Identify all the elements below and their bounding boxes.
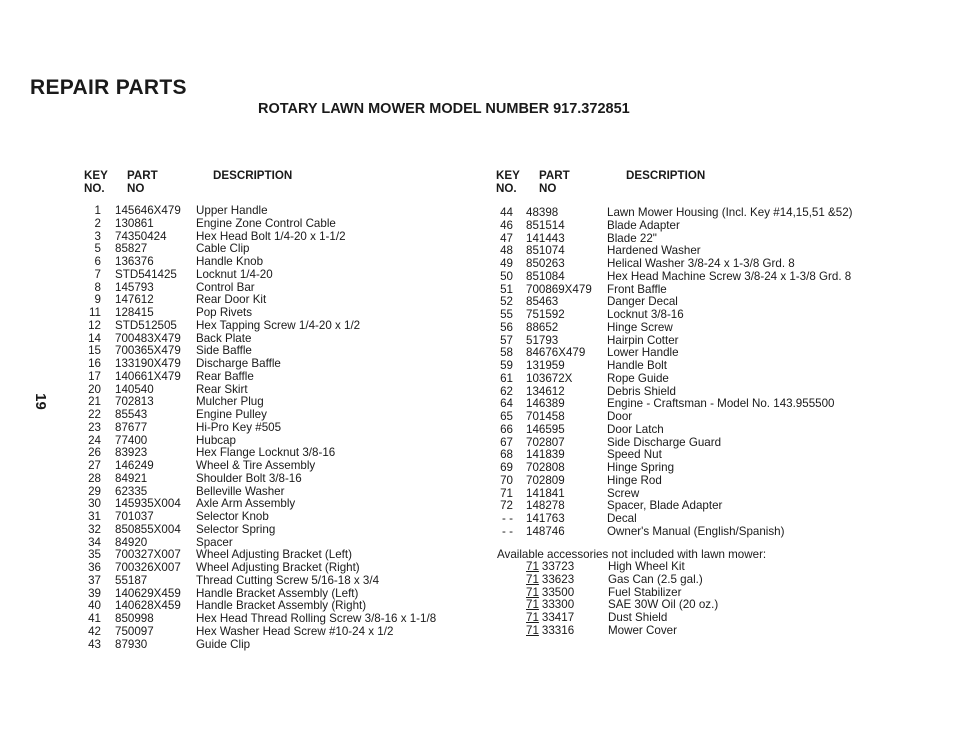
key-number: 1 [94,204,101,217]
key-number: 5 [94,242,101,256]
part-number: 700327X007 [115,548,181,562]
parts-row [84,561,544,574]
part-description: Hardened Washer [607,244,701,258]
key-number: 58 [500,346,513,360]
part-number: 83923 [115,446,148,460]
right-description-header: DESCRIPTION [626,169,706,182]
part-description: Rear Door Kit [196,293,267,307]
parts-row [496,219,954,232]
parts-row [496,410,954,423]
parts-row [496,257,954,270]
parts-row [496,461,954,474]
accessory-prefix: 71 [526,611,539,625]
part-number: 134612 [526,384,565,398]
accessory-prefix: 71 [526,624,539,637]
part-description: Hinge Rod [607,473,662,487]
part-number: 146595 [526,422,565,436]
part-number: 148746 [526,524,565,538]
parts-row [84,217,544,230]
key-number: 23 [88,420,101,434]
key-number: 29 [88,484,101,498]
parts-row [84,434,544,447]
part-number: 85827 [115,242,148,256]
parts-row [496,448,954,461]
part-description: Side Baffle [196,344,252,358]
parts-row [84,230,544,243]
part-description: Back Plate [196,331,252,345]
part-description: Screw [607,486,640,500]
key-number: 3 [94,229,101,243]
accessory-part-number [526,624,574,637]
part-number: 62335 [115,484,148,498]
key-number: 22 [88,408,101,421]
parts-row [496,206,954,219]
key-number: 56 [500,320,513,334]
accessory-row [526,598,926,611]
key-number: 44 [500,206,513,219]
parts-row [496,525,954,538]
part-number: 148278 [526,499,565,513]
key-number: 69 [500,461,513,474]
accessory-part-number [526,598,574,611]
part-number: 141841 [526,486,565,500]
key-number: 27 [88,459,101,472]
part-description: Lower Handle [607,346,679,360]
key-number: 11 [88,306,101,319]
key-number: 62 [500,384,513,398]
part-number: 141443 [526,231,565,245]
accessory-description: Fuel Stabilizer [608,585,682,599]
part-description: Blade 22" [607,231,657,245]
part-description: Wheel Adjusting Bracket (Right) [196,561,360,574]
accessory-part-number [526,560,574,573]
parts-row [84,574,544,587]
part-description: Hex Head Machine Screw 3/8-24 x 1-3/8 Grd. 8 [607,269,852,283]
parts-row [84,599,544,612]
part-description: Locknut 3/8-16 [607,308,684,321]
key-number: 48 [500,244,513,258]
key-number: 6 [94,255,101,268]
part-number: 140540 [115,382,154,396]
part-number: 145793 [115,280,154,294]
left-key-header: KEY NO. [84,169,108,195]
parts-row [84,459,544,472]
part-description: Selector Spring [196,522,276,536]
part-number: 48398 [526,206,559,219]
parts-row [84,485,544,498]
part-number: 146389 [526,397,565,411]
accessory-number: 33623 [541,572,575,586]
key-number: 42 [88,624,101,638]
key-number: 61 [500,371,513,385]
parts-row [84,242,544,258]
part-description: Hi-Pro Key #505 [196,420,282,434]
key-number: 28 [88,471,101,485]
key-number: 35 [88,548,101,562]
page-subtitle: ROTARY LAWN MOWER MODEL NUMBER 917.372851 [258,101,630,117]
part-description: Decal [607,512,637,525]
parts-row [84,523,544,536]
part-description: Engine Pulley [196,408,267,421]
part-description: Door [607,410,633,423]
part-description: Hex Washer Head Screw #10-24 x 1/2 [196,624,394,638]
parts-row [84,446,544,462]
key-number: 24 [88,433,101,447]
part-number: 851514 [526,218,565,232]
parts-row [496,372,954,385]
parts-row [496,283,954,296]
key-number: 65 [500,410,513,423]
right-part-header: PART NO [539,169,570,195]
part-description: Hex Tapping Screw 1/4-20 x 1/2 [196,318,361,332]
page-number: 19 [31,393,49,410]
parts-row [84,255,544,268]
part-description: Locknut 1/4-20 [196,267,273,281]
part-number: 751592 [526,308,565,321]
part-number: 145646X479 [115,204,181,217]
key-number: 59 [500,359,513,372]
parts-row [84,344,544,360]
part-number: 701037 [115,510,154,523]
part-description: Engine - Craftsman - Model No. 143.955500 [607,397,835,411]
accessory-description: SAE 30W Oil (20 oz.) [608,598,719,612]
key-number: 72 [500,499,513,513]
parts-row [496,295,954,308]
parts-row [496,308,954,321]
parts-row [84,281,544,294]
parts-row [496,499,954,512]
part-description: Side Discharge Guard [607,435,722,449]
part-description: Pop Rivets [196,306,253,319]
part-number: 702807 [526,435,565,449]
parts-row [84,408,544,421]
part-description: Selector Knob [196,510,269,523]
parts-row [496,512,954,525]
accessory-number: 33316 [541,624,575,637]
part-number: 702813 [115,395,154,409]
accessory-prefix: 71 [526,560,539,573]
part-number: 88652 [526,320,559,334]
key-number: 46 [500,218,513,232]
part-description: Control Bar [196,280,255,294]
accessory-prefix: 71 [526,598,539,612]
part-number: 702808 [526,461,565,474]
key-number: 14 [88,331,101,345]
part-number: 850263 [526,257,565,270]
parts-row [496,270,954,283]
part-description: Rope Guide [607,371,669,385]
parts-row [84,370,544,383]
part-number: 133190X479 [115,357,181,370]
parts-row [496,423,954,436]
part-description: Handle Bolt [607,359,667,372]
parts-row [84,510,544,523]
part-number: STD512505 [115,318,177,332]
part-number: 851074 [526,244,565,258]
accessory-part-number [526,586,574,599]
parts-row [496,436,954,449]
parts-row [496,346,954,359]
part-description: Spacer, Blade Adapter [607,499,723,513]
part-description: Mulcher Plug [196,395,264,409]
accessory-description: Mower Cover [608,624,677,637]
part-description: Blade Adapter [607,218,680,232]
part-description: Rear Baffle [196,369,254,383]
part-number: 147612 [115,293,154,307]
part-number: 700365X479 [115,344,181,358]
part-number: 141763 [526,512,565,525]
part-description: Wheel Adjusting Bracket (Left) [196,548,352,562]
left-description-header: DESCRIPTION [213,169,293,182]
parts-row [84,204,544,217]
part-number: 140661X479 [115,369,181,383]
part-number: 128415 [115,306,154,319]
part-description: Hex Head Thread Rolling Screw 3/8-16 x 1-1/8 [196,612,437,625]
key-number: 52 [500,295,513,309]
parts-row [84,612,544,625]
key-number: 49 [500,257,513,270]
accessory-description: Dust Shield [608,611,668,625]
part-description: Axle Arm Assembly [196,497,296,511]
key-number: 20 [88,382,101,396]
part-description: Shoulder Bolt 3/8-16 [196,471,302,485]
part-number: 140628X459 [115,599,181,613]
part-description: Cable Clip [196,242,250,256]
key-number: 50 [500,269,513,283]
part-number: 700326X007 [115,561,181,574]
part-description: Hinge Spring [607,461,675,474]
key-number: 17 [88,369,101,383]
part-description: Owner's Manual (English/Spanish) [607,524,785,538]
part-number: 74350424 [115,229,167,243]
parts-row [496,487,954,500]
key-number: 15 [88,344,101,358]
part-description: Wheel & Tire Assembly [196,459,316,472]
key-number: 43 [88,637,101,651]
part-description: Discharge Baffle [196,357,281,370]
part-description: Hinge Screw [607,320,673,334]
left-part-header: PART NO [127,169,158,195]
part-number: 84921 [115,471,148,485]
key-number: 12 [88,318,101,332]
key-number: 55 [500,308,513,321]
parts-row [84,472,544,485]
accessory-description: High Wheel Kit [608,560,685,573]
key-number: 66 [500,422,513,436]
parts-row [496,359,954,372]
parts-row [84,548,544,561]
accessory-number: 33300 [541,598,575,612]
part-number: 84920 [115,535,148,549]
accessory-description: Gas Can (2.5 gal.) [608,572,703,586]
part-description: Hairpin Cotter [607,333,679,347]
parts-row [84,383,544,396]
key-number: 47 [500,231,513,245]
key-number: 7 [94,267,101,281]
key-number: 9 [94,293,101,307]
part-description: Handle Knob [196,255,264,268]
part-description: Handle Bracket Assembly (Right) [196,599,367,613]
key-number: 37 [88,573,101,587]
part-description: Debris Shield [607,384,676,398]
part-description: Helical Washer 3/8-24 x 1-3/8 Grd. 8 [607,257,795,270]
part-number: 87930 [115,637,148,651]
key-number: 41 [88,612,101,625]
parts-row [496,397,954,410]
key-number: 26 [88,446,101,460]
key-number: 21 [88,395,101,409]
part-number: 700869X479 [526,282,592,296]
part-number: 84676X479 [526,346,586,360]
key-number: 8 [94,280,101,294]
parts-row [84,421,544,434]
part-description: Hex Flange Locknut 3/8-16 [196,446,336,460]
part-description: Thread Cutting Screw 5/16-18 x 3/4 [196,573,380,587]
accessories-note: Available accessories not included with lawn mower: [497,548,767,561]
parts-row [84,587,544,600]
parts-row [496,385,954,398]
parts-row [84,357,544,370]
part-description: Handle Bracket Assembly (Left) [196,586,359,600]
accessory-number: 33723 [541,560,575,573]
parts-row [84,306,544,319]
part-number: 85463 [526,295,559,309]
part-number: STD541425 [115,267,177,281]
part-number: 850855X004 [115,522,181,536]
part-number: 130861 [115,216,154,230]
key-number: 70 [500,473,513,487]
part-number: 77400 [115,433,148,447]
parts-row [84,638,544,651]
parts-row [84,319,544,332]
key-number: 2 [94,216,101,230]
part-description: Guide Clip [196,637,251,651]
key-number: 64 [500,397,513,411]
key-number: 34 [88,535,101,549]
parts-row [84,268,544,281]
part-number: 103672X [526,371,573,385]
parts-row [496,232,954,245]
key-number: 67 [500,435,513,449]
part-description: Belleville Washer [196,484,285,498]
part-number: 702809 [526,473,565,487]
part-description: Danger Decal [607,295,678,309]
part-description: Speed Nut [607,448,662,462]
parts-row [84,497,544,513]
part-description: Door Latch [607,422,664,436]
part-number: 51793 [526,333,559,347]
accessory-row [526,560,926,573]
part-number: 146249 [115,459,154,472]
accessory-part-number [526,573,574,586]
accessory-row [526,611,926,624]
part-number: 145935X004 [115,497,181,511]
part-number: 87677 [115,420,148,434]
part-number: 131959 [526,359,565,372]
parts-row [84,332,544,345]
accessory-row [526,624,926,637]
parts-row [496,321,954,334]
part-description: Lawn Mower Housing (Incl. Key #14,15,51 &52) [607,206,853,219]
part-description: Upper Handle [196,204,268,217]
key-number: 40 [88,599,101,613]
key-number: 32 [88,522,101,536]
key-number: 16 [88,357,101,370]
key-number: 57 [500,333,513,347]
parts-row [84,536,544,549]
accessory-prefix: 71 [526,572,539,586]
part-number: 85543 [115,408,148,421]
accessory-number: 33500 [541,585,575,599]
right-key-header: KEY NO. [496,169,520,195]
part-number: 700483X479 [115,331,181,345]
accessory-prefix: 71 [526,585,539,599]
part-number: 140629X459 [115,586,181,600]
part-description: Engine Zone Control Cable [196,216,336,230]
part-number: 850998 [115,612,154,625]
part-number: 141839 [526,448,565,462]
part-number: 55187 [115,573,148,587]
key-number: 30 [88,497,101,511]
part-description: Hex Head Bolt 1/4-20 x 1-1/2 [196,229,346,243]
parts-row [496,474,954,487]
key-number: 31 [88,510,101,523]
parts-row [84,395,544,411]
key-number: 39 [88,586,101,600]
part-description: Spacer [196,535,233,549]
accessory-part-number [526,611,574,624]
parts-row [496,334,954,347]
part-description: Front Baffle [607,282,667,296]
part-number: 750097 [115,624,154,638]
accessory-row [526,586,926,599]
key-number: - - [502,512,513,525]
part-description: Hubcap [196,433,236,447]
key-number: 51 [500,282,513,296]
accessory-number: 33417 [541,611,575,625]
key-number: - - [502,524,513,538]
key-number: 68 [500,448,513,462]
key-number: 71 [500,486,513,500]
parts-row [84,625,544,638]
part-number: 136376 [115,255,154,268]
part-description: Rear Skirt [196,382,248,396]
accessory-row [526,573,926,586]
part-number: 851084 [526,269,565,283]
key-number: 36 [88,561,101,574]
part-number: 701458 [526,410,565,423]
parts-row [496,244,954,257]
page-title: REPAIR PARTS [30,76,187,99]
